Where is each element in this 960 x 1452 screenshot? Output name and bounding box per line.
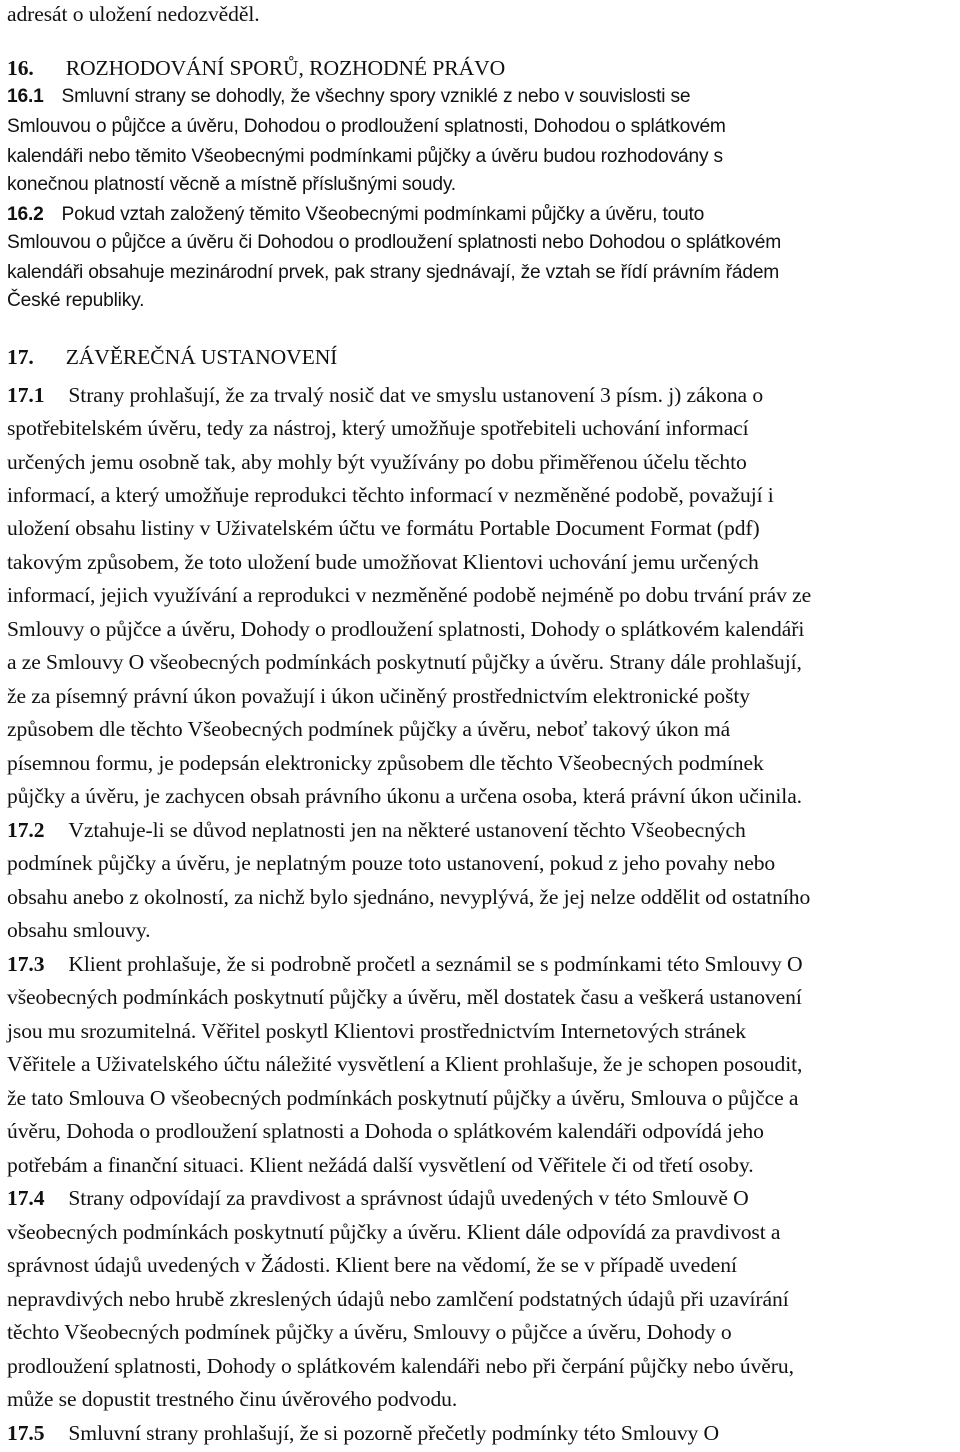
line-text: ROZHODOVÁNÍ SPORŮ, ROZHODNÉ PRÁVO [65,56,506,80]
line-text: těchto Všeobecných podmínek půjčky a úvěru, Smlouvy o půjčce a úvěru, Dohody o [7,1320,732,1344]
line-text: informací, jejich využívání a reprodukci v nezměněné podobě nejméně po dobu trvání práv ze [7,583,812,607]
line-text: Vztahuje-li se důvod neplatnosti jen na některé ustanovení těchto Všeobecných [68,818,746,842]
line-text: jsou mu srozumitelná. Věřitel poskytl Klientovi prostřednictvím Internetových stránek [7,1019,746,1043]
section-number: 16. [7,56,34,80]
line-text: Smlouvy o půjčce a úvěru, Dohody o prodloužení splatnosti, Dohody o splátkovém kalendáři [7,617,805,641]
line-text: obsahu anebo z okolností, za nichž bylo sjednáno, nevyplývá, že jej nelze oddělit od ostatního [7,885,811,909]
text-line [7,1320,732,1345]
line-text: potřebám a finanční situaci. Klient nežádá další vysvětlení od Věřitele či od třetí osoby. [7,1153,754,1177]
line-text: adresát o uložení nedozvěděl. [7,2,260,26]
text-line [7,483,774,508]
line-text: způsobem dle těchto Všeobecných podmínek půjčky a úvěru, neboť takový úkon má [7,717,731,741]
section-number: 16.1 [7,86,44,107]
text-line [7,751,764,776]
text-line [7,550,759,575]
text-line [7,784,802,809]
section-number: 17.1 [7,383,45,407]
line-text: kalendáři obsahuje mezinárodní prvek, pak strany sjednávají, že vztah se řídí právním řádem [7,262,780,283]
text-line [7,516,760,541]
line-text: České republiky. [7,290,145,311]
section-number: 17.4 [7,1186,45,1210]
line-text: správnost údajů uvedených v Žádosti. Klient bere na vědomí, že se v případě uvedení [7,1253,737,1277]
text-line [7,146,723,168]
section-heading-line [7,345,337,370]
section-heading-line [7,56,505,81]
text-line [7,232,781,254]
line-text: obsahu smlouvy. [7,918,151,942]
text-line [7,717,730,742]
section-heading-line [7,1421,719,1446]
section-heading-line [7,383,763,408]
text-line [7,290,144,312]
section-heading-line [7,204,704,226]
text-line [7,583,811,608]
text-line [7,985,802,1010]
section-heading-line [7,952,803,977]
text-line [7,1086,798,1111]
line-text: Smlouvou o půjčce a úvěru či Dohodou o prodloužení splatnosti nebo Dohodou o splátkovém [7,232,782,253]
line-text: takovým způsobem, že toto uložení bude umožňovat Klientovi uchování jemu určených [7,550,759,574]
section-number: 17. [7,345,34,369]
text-line [7,1153,754,1178]
text-line [7,1287,789,1312]
section-number: 17.5 [7,1421,45,1445]
line-text: Smluvní strany prohlašují, že si pozorně přečetly podmínky této Smlouvy O [68,1421,720,1445]
text-line [7,617,804,642]
section-number: 17.2 [7,818,45,842]
text-line [7,1387,457,1412]
line-text: uložení obsahu listiny v Uživatelském účtu ve formátu Portable Document Format (pdf) [7,516,760,540]
line-text: Klient prohlašuje, že si podrobně pročetl a seznámil se s podmínkami této Smlouvy O [68,952,803,976]
text-line [7,1052,802,1077]
section-heading-line [7,1186,749,1211]
text-line [7,174,456,196]
line-text: všeobecných podmínkách poskytnutí půjčky a úvěru. Klient dále odpovídá za pravdivost a [7,1220,781,1244]
line-text: nepravdivých nebo hrubě zkreslených údajů nebo zamlčení podstatných údajů při uzavírání [7,1287,789,1311]
section-heading-line [7,818,746,843]
line-text: Strany prohlašují, že za trvalý nosič dat ve smyslu ustanovení 3 písm. j) zákona o [68,383,764,407]
text-line [7,116,726,138]
line-text: informací, a který umožňuje reprodukci těchto informací v nezměněné podobě, považují i [7,483,774,507]
line-text: ZÁVĚREČNÁ USTANOVENÍ [65,345,338,369]
line-text: konečnou platností věcně a místně příslušnými soudy. [7,174,456,195]
line-text: podmínek půjčky a úvěru, je neplatným pouze toto ustanovení, pokud z jeho povahy nebo [7,851,776,875]
line-text: že tato Smlouva O všeobecných podmínkách poskytnutí půjčky a úvěru, Smlouva o půjčce a [7,1086,799,1110]
text-line [7,2,260,27]
text-line [7,918,150,943]
line-text: určených jemu osobně tak, aby mohly být využívány po dobu přiměřenou účelu těchto [7,450,747,474]
line-text: Pokud vztah založený těmito Všeobecnými podmínkami půjčky a úvěru, touto [61,204,705,225]
line-text: prodloužení splatnosti, Dohody o splátkovém kalendáři nebo při čerpání půjčky nebo úvěru, [7,1354,794,1378]
text-line [7,684,750,709]
text-line [7,1019,746,1044]
section-number: 17.3 [7,952,45,976]
line-text: Strany odpovídají za pravdivost a správnost údajů uvedených v této Smlouvě O [68,1186,749,1210]
line-text: úvěru, Dohoda o prodloužení splatnosti a Dohoda o splátkovém kalendáři odpovídá jeho [7,1119,764,1143]
text-line [7,1354,794,1379]
line-text: může se dopustit trestného činu úvěrového podvodu. [7,1387,458,1411]
text-line [7,416,749,441]
text-line [7,450,747,475]
line-text: Věřitele a Uživatelského účtu náležité vysvětlení a Klient prohlašuje, že je schopen posoudit, [7,1052,803,1076]
text-line [7,851,775,876]
line-text: všeobecných podmínkách poskytnutí půjčky a úvěru, měl dostatek času a veškerá ustanovení [7,985,802,1009]
line-text: písemnou formu, je podepsán elektronicky způsobem dle těchto Všeobecných podmínek [7,751,764,775]
line-text: Smlouvou o půjčce a úvěru, Dohodou o prodloužení splatnosti, Dohodou o splátkovém [7,116,726,137]
text-line [7,1253,737,1278]
line-text: kalendáři nebo těmito Všeobecnými podmínkami půjčky a úvěru budou rozhodovány s [7,146,723,167]
text-line [7,262,779,284]
line-text: že za písemný právní úkon považují i úkon učiněný prostřednictvím elektronické pošty [7,684,750,708]
section-heading-line [7,86,690,108]
text-line [7,885,810,910]
text-line [7,1220,780,1245]
text-line [7,1119,764,1144]
text-line [7,650,802,675]
line-text: spotřebitelském úvěru, tedy za nástroj, který umožňuje spotřebiteli uchování informací [7,416,749,440]
line-text: půjčky a úvěru, je zachycen obsah právního úkonu a určena osoba, která právní úkon učinila. [7,784,802,808]
line-text: a ze Smlouvy O všeobecných podmínkách poskytnutí půjčky a úvěru. Strany dále prohlašují, [7,650,802,674]
line-text: Smluvní strany se dohodly, že všechny spory vzniklé z nebo v souvislosti se [61,86,691,107]
section-number: 16.2 [7,204,44,225]
